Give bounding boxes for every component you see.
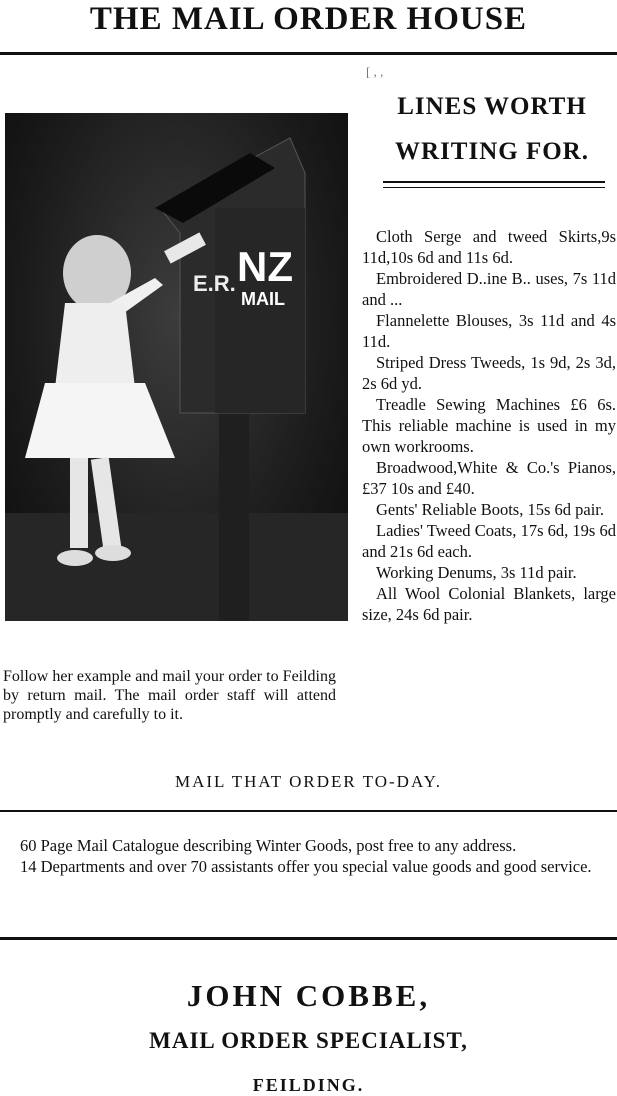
photo-illustration <box>5 113 348 621</box>
lines-title-rule-top <box>383 181 605 183</box>
list-item: Striped Dress Tweeds, 1s 9d, 2s 3d, 2s 6d yd. <box>362 353 616 393</box>
list-item: Flannelette Blouses, 3s 11d and 4s 11d. <box>362 311 616 351</box>
box-word-text: MAIL <box>241 289 285 309</box>
list-item: Embroidered D..ine B.. uses, 7s 11d and ... <box>362 269 616 309</box>
photo-caption: Follow her example and mail your order to Feilding by return mail. The mail order staff will attend promptly and carefully to it. <box>3 668 336 723</box>
list-item: Ladies' Tweed Coats, 17s 6d, 19s 6d and 21s 6d each. <box>362 521 616 561</box>
call-to-action: MAIL THAT ORDER TO-DAY. <box>174 772 443 791</box>
merchant-title: MAIL ORDER SPECIALIST, <box>149 1028 468 1053</box>
lines-title-rule-bottom <box>383 187 605 188</box>
list-item: All Wool Colonial Blankets, large size, 24s 6d pair. <box>362 584 616 624</box>
stray-mark: [ , , <box>366 64 384 79</box>
girl-mailbox-photo <box>5 113 348 621</box>
header-rule <box>0 52 617 55</box>
lines-title-line1: LINES WORTH <box>397 93 587 120</box>
list-item: Working Denums, 3s 11d pair. <box>376 563 577 582</box>
cta-rule <box>0 810 617 812</box>
box-brand-text: NZ <box>237 243 293 290</box>
merchant-name: JOHN COBBE, <box>186 978 431 1013</box>
catalogue-line: 14 Departments and over 70 assistants offer you special value goods and good service. <box>20 857 592 876</box>
page-title: THE MAIL ORDER HOUSE <box>89 1 528 37</box>
footer-rule <box>0 937 617 940</box>
product-list <box>362 226 616 625</box>
list-item: Broadwood,White & Co.'s Pianos, £37 10s and £40. <box>362 458 616 498</box>
catalogue-notice <box>8 835 611 877</box>
merchant-town: FEILDING. <box>252 1075 365 1095</box>
list-item: Gents' Reliable Boots, 15s 6d pair. <box>376 500 604 519</box>
box-letters-text: E.R. <box>193 271 236 296</box>
catalogue-line: 60 Page Mail Catalogue describing Winter Goods, post free to any address. <box>20 836 517 855</box>
list-item: Cloth Serge and tweed Skirts,9s 11d,10s 6d and 11s 6d. <box>362 227 616 267</box>
lines-title-line2: WRITING FOR. <box>395 138 589 165</box>
list-item: Treadle Sewing Machines £6 6s. This reliable machine is used in my own workrooms. <box>362 395 616 456</box>
